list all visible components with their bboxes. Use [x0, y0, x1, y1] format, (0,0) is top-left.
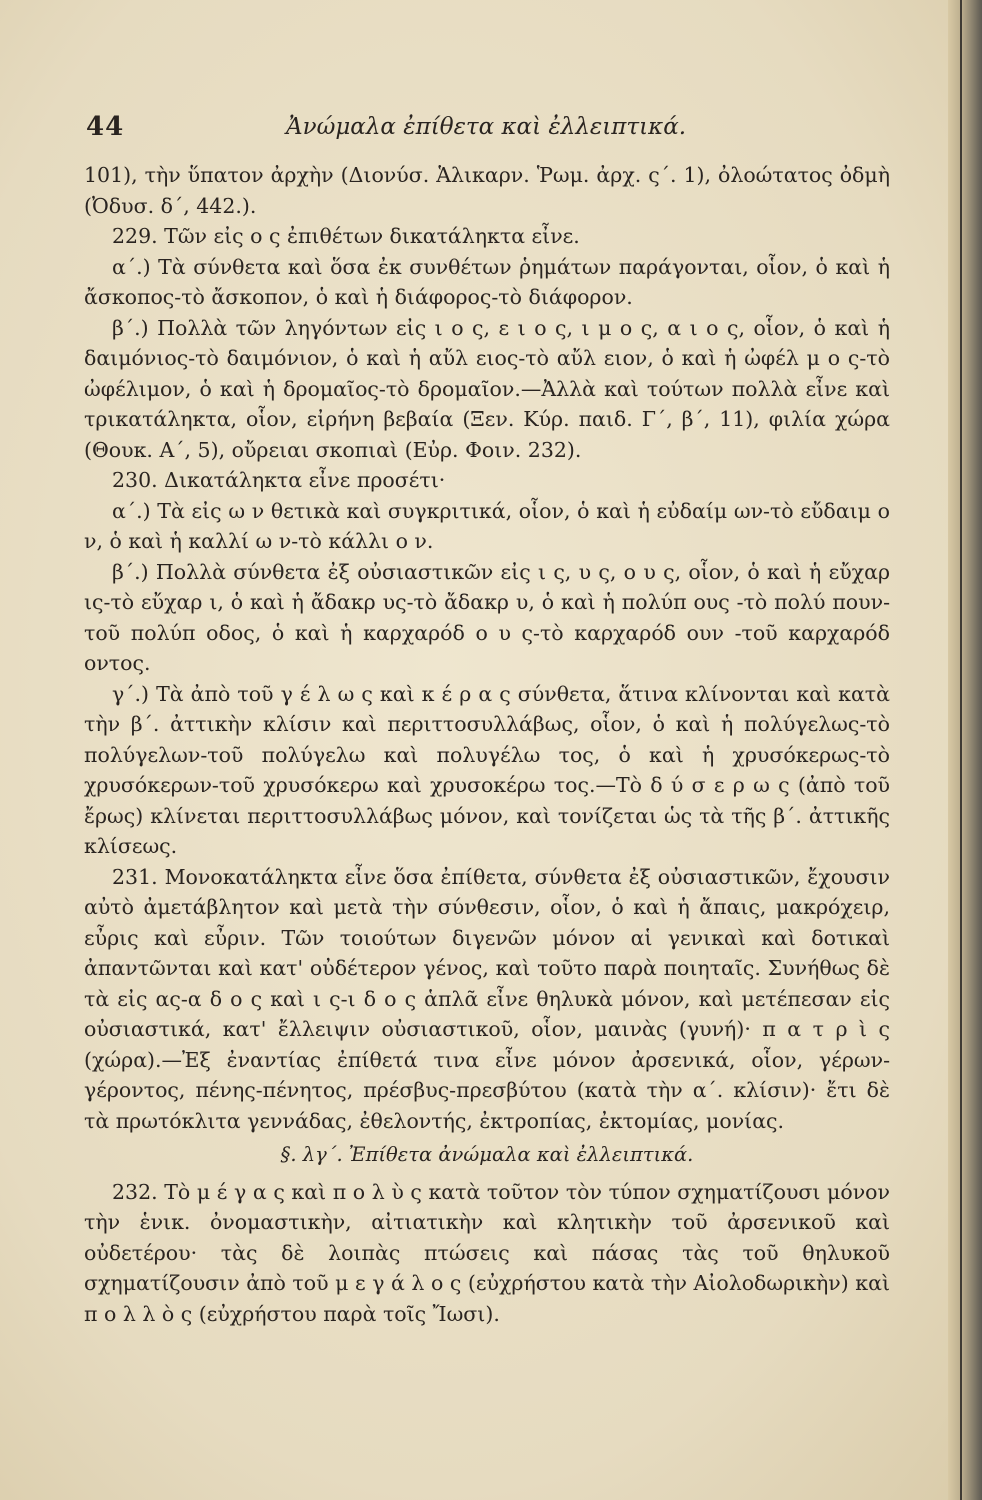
page-body — [84, 160, 890, 1329]
page-header — [86, 112, 886, 144]
paragraph-230-b: β΄.) Πολλὰ σύνθετα ἐξ οὐσιαστικῶν εἰς ι ς, υ ς, ο υ ς, οἷον, ὁ καὶ ἡ εὔχαρ ις-τὸ εὔχαρ ι, ὁ καὶ ἡ ἄδακρ υς-τὸ ἄδακρ υ, ὁ καὶ ἡ πολύπ ους -τὸ πολύ πουν-τοῦ πολύπ οδος, ὁ καὶ ἡ καρχαρόδ ο υ ς-τὸ καρχαρόδ ουν -τοῦ καρχαρόδ οντος. — [84, 559, 890, 675]
paragraph-230: 230. Δικατάληκτα εἶνε προσέτι· — [112, 468, 446, 492]
section-heading: §. λγ΄. Ἐπίθετα ἀνώμαλα καὶ ἐλλειπτικά. — [280, 1143, 694, 1166]
paragraph-230-a: α΄.) Τὰ εἰς ω ν θετικὰ καὶ συγκριτικά, οἷον, ὁ καὶ ἡ εὐδαίμ ων-τὸ εὔδαιμ ο ν, ὁ καὶ ἡ καλλί ω ν-τὸ κάλλι ο ν. — [84, 498, 890, 553]
paragraph-229: 229. Τῶν εἰς ο ς ἐπιθέτων δικατάληκτα εἶνε. — [112, 224, 580, 248]
paragraph-continuation: 101), τὴν ὕπατον ἀρχὴν (Διονύσ. Ἁλικαρν. Ῥωμ. ἀρχ. ς΄. 1), ὀλοώτατος ὀδμὴ (Ὀδυσ. δ΄, 442.). — [84, 163, 890, 218]
paragraph-231: 231. Μονοκατάληκτα εἶνε ὅσα ἐπίθετα, σύνθετα ἐξ οὐσιαστικῶν, ἔχουσιν αὐτὸ ἀμετάβλητον καὶ μετὰ τὴν σύνθεσιν, οἷον, ὁ καὶ ἡ ἄπαις, μακρόχειρ, εὖρις καὶ εὖριν. Τῶν τοιούτων διγενῶν μόνον αἱ γενικαὶ καὶ δοτικαὶ ἀπαντῶνται καὶ κατ' οὐδέτερον γένος, καὶ τοῦτο παρὰ ποιηταῖς. Συνήθως δὲ τὰ εἰς ας-α δ ο ς καὶ ι ς-ι δ ο ς ἁπλᾶ εἶνε θηλυκὰ μόνον, καὶ μετέπεσαν εἰς οὐσιαστικά, κατ' ἔλλειψιν οὐσιαστικοῦ, οἷον, μαινὰς (γυνή)· π α τ ρ ὶ ς (χώρα).—Ἐξ ἐναντίας ἐπίθετά τινα εἶνε μόνον ἀρσενικά, οἷον, γέρων-γέροντος, πένης-πένητος, πρέσβυς-πρεσβύτου (κατὰ τὴν α΄. κλίσιν)· ἔτι δὲ τὰ πρωτόκλιτα γεννάδας, ἐθελοντής, ἐκτροπίας, ἐκτομίας, μονίας. — [84, 864, 890, 1133]
binding-line — [960, 0, 962, 1500]
paragraph-230-c: γ΄.) Τὰ ἀπὸ τοῦ γ έ λ ω ς καὶ κ έ ρ α ς σύνθετα, ἅτινα κλίνονται καὶ κατὰ τὴν β΄. ἀττικὴν κλίσιν καὶ περιττοσυλλάβως, οἷον, ὁ καὶ ἡ πολύγελως-τὸ πολύγελων-τοῦ πολύγελω καὶ πολυγέλω τος, ὁ καὶ ἡ χρυσόκερως-τὸ χρυσόκερων-τοῦ χρυσόκερω καὶ χρυσοκέρω τος.—Τὸ δ ύ σ ε ρ ω ς (ἀπὸ τοῦ ἔρως) κλίνεται περιττοσυλλάβως μόνον, καὶ τονίζεται ὡς τὰ τῆς β΄. ἀττικῆς κλίσεως. — [84, 681, 890, 858]
page-number: 44 — [86, 112, 125, 142]
paragraph-232: 232. Τὸ μ έ γ α ς καὶ π ο λ ὺ ς κατὰ τοῦτον τὸν τύπον σχηματίζουσι μόνον τὴν ἑνικ. ὀνομαστικὴν, αἰτιατικὴν καὶ κλητικὴν τοῦ ἀρσενικοῦ καὶ οὐδετέρου· τὰς δὲ λοιπὰς πτώσεις καὶ πάσας τὰς τοῦ θηλυκοῦ σχηματίζουσιν ἀπὸ τοῦ μ ε γ ά λ ο ς (εὐχρήστου κατὰ τὴν Αἰολοδωρικὴν) καὶ π ο λ λ ὸ ς (εὐχρήστου παρὰ τοῖς Ἴωσι). — [84, 1179, 890, 1326]
page-edge-shadow — [948, 0, 982, 1500]
paragraph-229-b: β΄.) Πολλὰ τῶν ληγόντων εἰς ι ο ς, ε ι ο ς, ι μ ο ς, α ι ο ς, οἷον, ὁ καὶ ἡ δαιμόνιος-τὸ δαιμόνιον, ὁ καὶ ἡ αὔλ ειος-τὸ αὔλ ειον, ὁ καὶ ἡ ὠφέλ μ ο ς-τὸ ὠφέλιμον, ὁ καὶ ἡ δρομαῖος-τὸ δρομαῖον.—Ἀλλὰ καὶ τούτων πολλὰ εἶνε καὶ τρικατάληκτα, οἷον, εἰρήνη βεβαία (Ξεν. Κύρ. παιδ. Γ΄, β΄, 11), φιλία χώρα (Θουκ. Α΄, 5), οὔρειαι σκοπιαὶ (Εὐρ. Φοιν. 232). — [84, 315, 890, 462]
running-head: Ἀνώμαλα ἐπίθετα καὶ ἐλλειπτικά. — [286, 114, 687, 140]
paragraph-229-a: α΄.) Τὰ σύνθετα καὶ ὅσα ἐκ συνθέτων ῥημάτων παράγονται, οἷον, ὁ καὶ ἡ ἄσκοπος-τὸ ἄσκοπον, ὁ καὶ ἡ διάφορος-τὸ διάφορον. — [84, 254, 890, 309]
